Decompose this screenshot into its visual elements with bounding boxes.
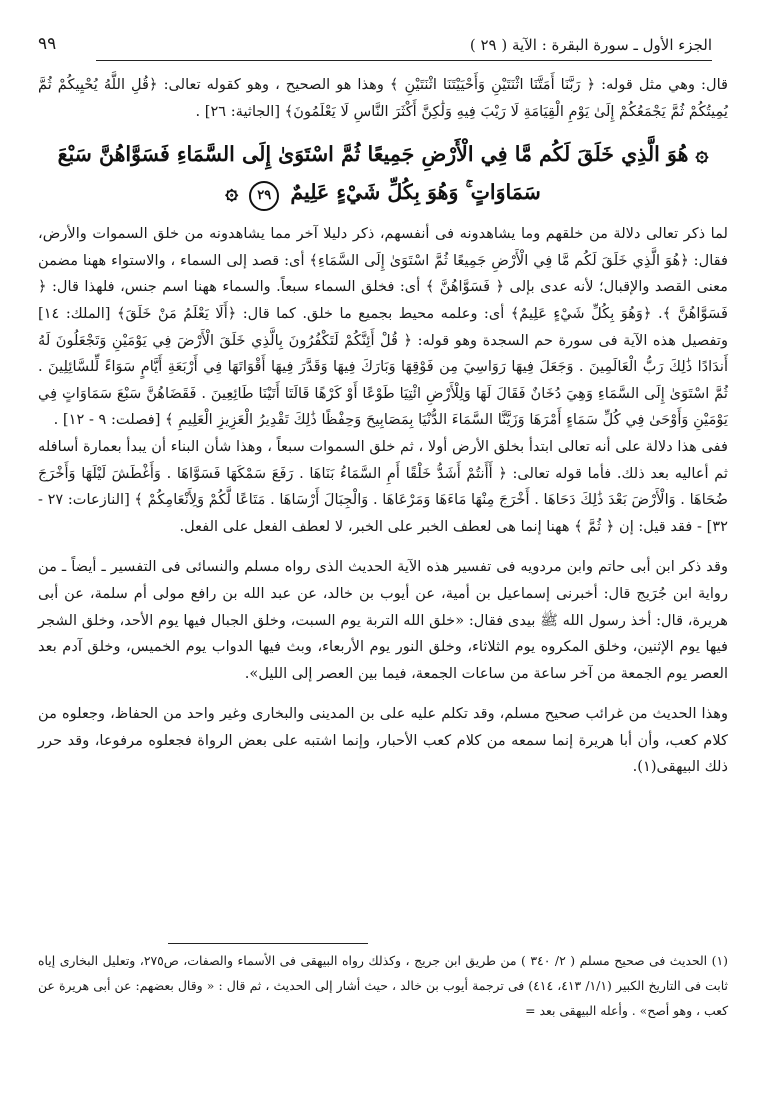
footnotes — [38, 948, 728, 1023]
page-header — [38, 30, 712, 61]
page-number: ٩٩ — [38, 34, 57, 54]
paragraph-gap — [38, 540, 728, 554]
paragraph-5: وهذا الحديث من غرائب صحيح مسلم، وقد تكلم عليه على بن المدينى والبخارى وغير واحد من الحفاظ، وجعلوه من كلام كعب، وأن أبا هريرة إنما سمعه من كلام كعب الأحبار، وإنما اشتبه على بعض الرواة فجعلوه مرفوعا، وقد حرر ذلك البيهقى(١). — [38, 705, 728, 776]
quran-verse — [48, 135, 718, 211]
paragraph-4: وقد ذكر ابن أبى حاتم وابن مردويه فى تفسير هذه الآية الحديث الذى رواه مسلم والنسائى فى التفسير ـ أيضاً ـ من رواية ابن جُرَيج قال: أخبرنى إسماعيل بن أمية، عن أيوب بن خالد، عن عبد الله بن رافع مولى أم سلمة، عن أبى هريرة، قال: أخذ رسول الله ﷺ بيدى فقال: «خلق الله التربة يوم السبت، وخلق الجبال فيها يوم الأحد، وخلق الشجر فيها يوم الإثنين، وخلق المكروه يوم الثلاثاء، وخلق النور يوم الأربعاء، وبث فيها الدواب يوم الخميس، وخلق آدم بعد العصر يوم الجمعة من آخر ساعة من ساعات الجمعة، فيما بين العصر إلى الليل». — [38, 558, 728, 682]
paragraph-gap — [38, 687, 728, 701]
verse-close-ornament-icon: ۞ — [225, 179, 239, 206]
footnote-1: (١) الحديث فى صحيح مسلم ( ٢/ ٣٤٠ ) من طريق ابن جريج ، وكذلك رواه البيهقى فى الأسماء والصفات، ص٢٧٥، وتعليل البخارى إياه ثابت فى التاريخ الكبير (١/١/ ٤١٣، ٤١٤) فى ترجمة أيوب بن خالد ، حيث أشار إلى الحديث ، ثم قال : « وقال بعضهم: عن أبى هريرة عن كعب ، وهو أصح» . وأعله البيهقى بعد = — [38, 953, 728, 1018]
main-text — [38, 72, 728, 781]
verse-open-ornament-icon: ۞ — [695, 141, 709, 168]
paragraph-3: ففى هذا دلالة على أنه تعالى ابتدأ بخلق الأرض أولا ، ثم خلق السموات سبعاً ، وهذا شأن البناء أن يبدأ بعمارة أسافله ثم أعاليه بعد ذلك. فأما قوله تعالى: ﴿ أَأَنتُمْ أَشَدُّ خَلْقًا أَمِ السَّمَاءُ بَنَاهَا . رَفَعَ سَمْكَهَا فَسَوَّاهَا . وَأَغْطَشَ لَيْلَهَا وَأَخْرَجَ ضُحَاهَا . وَالْأَرْضَ بَعْدَ ذَٰلِكَ دَحَاهَا . أَخْرَجَ مِنْهَا مَاءَهَا وَمَرْعَاهَا . وَالْجِبَالَ أَرْسَاهَا . مَتَاعًا لَّكُمْ وَلِأَنْعَامِكُمْ ﴾ [النازعات: ٢٧ - ٣٢] - فقد قيل: إن ﴿ ثُمَّ ﴾ ههنا إنما هى لعطف الخبر على الخبر، لا لعطف الفعل على الفعل. — [37, 437, 728, 535]
verse-number: ٢٩ — [249, 181, 279, 211]
footnote-rule — [168, 943, 368, 944]
verse-text: هُوَ الَّذِي خَلَقَ لَكُم مَّا فِي الْأَرْضِ جَمِيعًا ثُمَّ اسْتَوَىٰ إِلَى السَّمَاءِ فَسَوَّاهُنَّ سَبْعَ سَمَاوَاتٍ ۚ وَهُوَ بِكُلِّ شَيْءٍ عَلِيمٌ — [57, 142, 689, 205]
paragraph-1: قال: وهي مثل قوله: ﴿ رَبَّنَا أَمَتَّنَا اثْنَتَيْنِ وَأَحْيَيْتَنَا اثْنَتَيْنِ ﴾ وهذا هو الصحيح ، وهو كقوله تعالى: ﴿قُلِ اللَّهُ يُحْيِيكُمْ ثُمَّ يُمِيتُكُمْ ثُمَّ يَجْمَعُكُمْ إِلَىٰ يَوْمِ الْقِيَامَةِ لَا رَيْبَ فِيهِ وَلَٰكِنَّ أَكْثَرَ النَّاسِ لَا يَعْلَمُونَ﴾ [الجاثية: ٢٦] . — [38, 76, 728, 120]
running-title: الجزء الأول ـ سورة البقرة : الآية ( ٢٩ ) — [469, 36, 712, 54]
paragraph-2: لما ذكر تعالى دلالة من خلقهم وما يشاهدونه فى أنفسهم، ذكر دليلا آخر مما يشاهدونه من خلق السموات والأرض، فقال: ﴿هُوَ الَّذِي خَلَقَ لَكُم مَّا فِي الْأَرْضِ جَمِيعًا ثُمَّ اسْتَوَىٰ إِلَى السَّمَاءِ﴾ أى: قصد إلى السماء ، والاستواء ههنا مضمن معنى القصد والإقبال؛ لأنه عدى بإلى ﴿ فَسَوَّاهُنَّ ﴾ أى: فخلق السماء سبعاً. والسماء ههنا اسم جنس، فلهذا قال: ﴿ فَسَوَّاهُنَّ ﴾. ﴿وَهُوَ بِكُلِّ شَيْءٍ عَلِيمٌ﴾ أى: وعلمه محيط بجميع ما خلق. كما قال: ﴿أَلَا يَعْلَمُ مَنْ خَلَقَ﴾ [الملك: ١٤] وتفصيل هذه الآية فى سورة حم السجدة وهو قوله: ﴿ قُلْ أَئِنَّكُمْ لَتَكْفُرُونَ بِالَّذِي خَلَقَ الْأَرْضَ فِي يَوْمَيْنِ وَتَجْعَلُونَ لَهُ أَندَادًا ذَٰلِكَ رَبُّ الْعَالَمِينَ . وَجَعَلَ فِيهَا رَوَاسِيَ مِن فَوْقِهَا وَبَارَكَ فِيهَا وَقَدَّرَ فِيهَا أَقْوَاتَهَا فِي أَرْبَعَةِ أَيَّامٍ سَوَاءً لِّلسَّائِلِينَ . ثُمَّ اسْتَوَىٰ إِلَى السَّمَاءِ وَهِيَ دُخَانٌ فَقَالَ لَهَا وَلِلْأَرْضِ ائْتِيَا طَوْعًا أَوْ كَرْهًا قَالَتَا أَتَيْنَا طَائِعِينَ . فَقَضَاهُنَّ سَبْعَ سَمَاوَاتٍ فِي يَوْمَيْنِ وَأَوْحَىٰ فِي كُلِّ سَمَاءٍ أَمْرَهَا وَزَيَّنَّا السَّمَاءَ الدُّنْيَا بِمَصَابِيحَ وَحِفْظًا ذَٰلِكَ تَقْدِيرُ الْعَزِيزِ الْعَلِيمِ ﴾ [فصلت: ٩ - ١٢] . — [38, 225, 728, 429]
